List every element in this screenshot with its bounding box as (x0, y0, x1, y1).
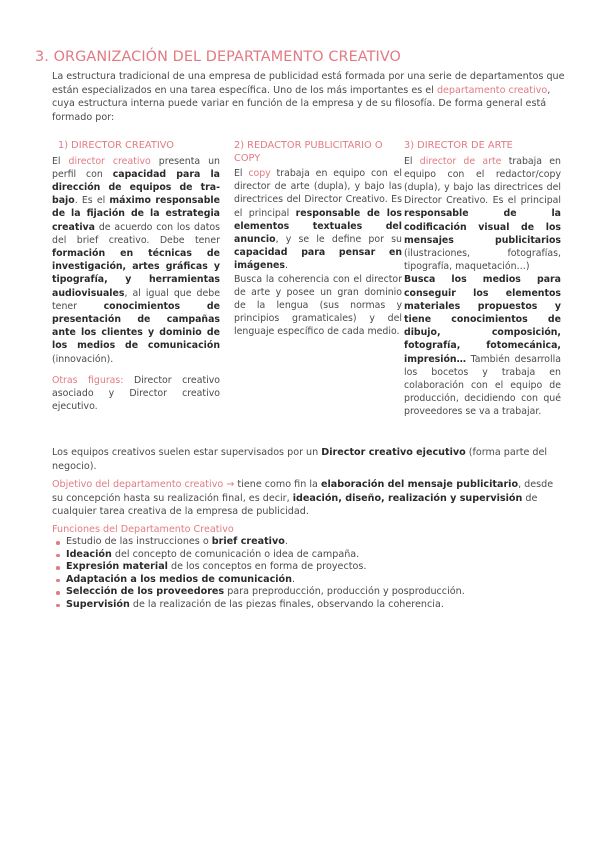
redactor-copy-body-2: Busca la coherencia con el director de arte y posee un gran dominio de la lengua (sus normas y principios gramaticales) y del lenguaje específico de cada medio. (234, 273, 402, 338)
bullet-icon (56, 541, 60, 545)
bold-text: capacidad para la dirección de equipos de tra-bajo (52, 168, 220, 207)
otras-figuras-text: Director creativo asociado y Director creativo ejecutivo. (52, 374, 221, 413)
highlight: copy (248, 168, 271, 179)
text: , al igual que debe tener (52, 287, 220, 312)
bold-text: Ideación (66, 548, 112, 560)
list-item (56, 574, 465, 587)
text: Estudio de las instrucciones o (66, 536, 212, 547)
column-director-arte (404, 140, 561, 419)
bold-text: ideación, diseño, realización y supervisión (292, 492, 523, 504)
text: También desarrolla los bocetos y trabaja en colaboración con el equipo de producción, decidiendo con qué proveedores se va a trabajar. (404, 353, 561, 418)
bullet-icon (56, 591, 60, 595)
text: tiene como fin la (234, 479, 321, 490)
text: (ilustraciones, fotografías, tipografía, maquetación…) (404, 247, 561, 273)
list-item (56, 561, 465, 574)
bold-text: Adaptación a los medios de comunicación (66, 573, 292, 585)
text: de cualquier tarea creativa de la empresa de publicidad. (52, 492, 538, 517)
text: trabaja en equipo con el director de arte (dupla), y bajo las directrices del Director Creativo. Es el principal (234, 168, 402, 219)
text: para preproducción, producción y posproducción. (224, 586, 465, 598)
redactor-copy-heading: 2) REDACTOR PUBLICITARIO O COPY (234, 140, 383, 164)
column-redactor-copy (234, 140, 402, 339)
bullet-icon (56, 604, 60, 608)
text: El (404, 155, 420, 167)
text: de los conceptos en forma de proyectos. (167, 561, 367, 573)
text: . Es el (74, 195, 110, 207)
bold-text: conocimientos de presentación de campañas ante los clientes y dominio de los medios de comunicación (52, 300, 220, 352)
bold-text: brief creativo (211, 536, 285, 547)
functions-title: Funciones del Departamento Creativo (52, 524, 234, 535)
bold-text: máximo responsable de la fijación de la estrategia creativa (52, 195, 220, 233)
bold-text: Selección de los proveedores (66, 586, 225, 598)
bold-text: responsable de la codificación visual de los mensajes publicitarios (404, 208, 561, 246)
bold-text: formación en técnicas de investigación, artes gráficas y tipografía, y herramientas audiovisuales (52, 247, 220, 299)
list-item (56, 536, 465, 549)
intro-text-2: , cuya estructura interna puede variar en función de la empresa y de su filosofía. De forma general está formado por: (52, 84, 551, 123)
supervision-paragraph (52, 446, 567, 473)
bullet-icon (56, 554, 60, 558)
section-title: 3. ORGANIZACIÓN DEL DEPARTAMENTO CREATIVO (35, 49, 401, 65)
text: de acuerdo con los datos del brief creativo. Debe tener (52, 221, 220, 246)
bold-text: responsable de los elementos textuales del anuncio (234, 207, 402, 246)
list-item (56, 549, 465, 562)
bold-text: elaboración del mensaje publicitario (320, 479, 519, 490)
highlight: director creativo (68, 155, 151, 167)
text: . (284, 536, 288, 547)
bullet-icon (56, 566, 60, 570)
list-item (56, 599, 465, 612)
objective-paragraph (52, 478, 567, 519)
text: . (291, 573, 296, 585)
text: Los equipos creativos suelen estar supervisados por un (52, 447, 322, 458)
bold-text: Supervisión (66, 598, 130, 610)
redactor-copy-body (234, 167, 402, 273)
text: El (234, 168, 249, 179)
otras-figuras-label: Otras figuras: (52, 374, 124, 386)
highlight: director de arte (419, 155, 502, 167)
director-arte-heading: 3) DIRECTOR DE ARTE (404, 140, 513, 151)
director-arte-body-2 (404, 273, 561, 418)
otras-figuras (52, 374, 220, 414)
text: presenta un perfil con (52, 155, 220, 180)
text: (forma parte del negocio). (52, 447, 548, 472)
bullet-icon (56, 579, 60, 583)
director-arte-body (404, 155, 561, 274)
bold-text: capacidad para pensar en imágenes (234, 247, 402, 272)
text: (innovación). (52, 353, 114, 365)
bold-text: Busca los medios para conseguir los elementos materiales propuestos y tiene conocimientos de dibujo, composición, fotografía, fotomecánica, impresión… (404, 274, 561, 365)
text: , y se le define por su (275, 234, 402, 246)
functions-list (56, 536, 465, 612)
text: El (52, 155, 69, 167)
intro-paragraph (52, 70, 567, 124)
bold-text: Expresión material (66, 561, 168, 573)
text: , desde su concepción hasta su realización final, es decir, (52, 479, 554, 504)
text: . (285, 260, 288, 272)
text: de la realización de las piezas finales, observando la coherencia. (129, 598, 444, 610)
director-creativo-heading: 1) DIRECTOR CREATIVO (58, 140, 174, 151)
director-creativo-body (52, 155, 220, 366)
objective-label: Objetivo del departamento creativo → (52, 479, 235, 490)
text: trabaja en equipo con el redactor/copy (dupla), y bajo las directrices del Director Creativo. Es el principal (404, 155, 561, 207)
intro-highlight: departamento creativo (436, 84, 548, 96)
bold-text: Director creativo ejecutivo (321, 447, 466, 458)
intro-text-1: La estructura tradicional de una empresa de publicidad está formada por una serie de departamentos que están especializados en una tarea específica. Uno de los más importantes es el (52, 71, 565, 96)
text: del concepto de comunicación o idea de campaña. (111, 548, 360, 560)
list-item (56, 586, 465, 599)
column-director-creativo (52, 140, 220, 413)
